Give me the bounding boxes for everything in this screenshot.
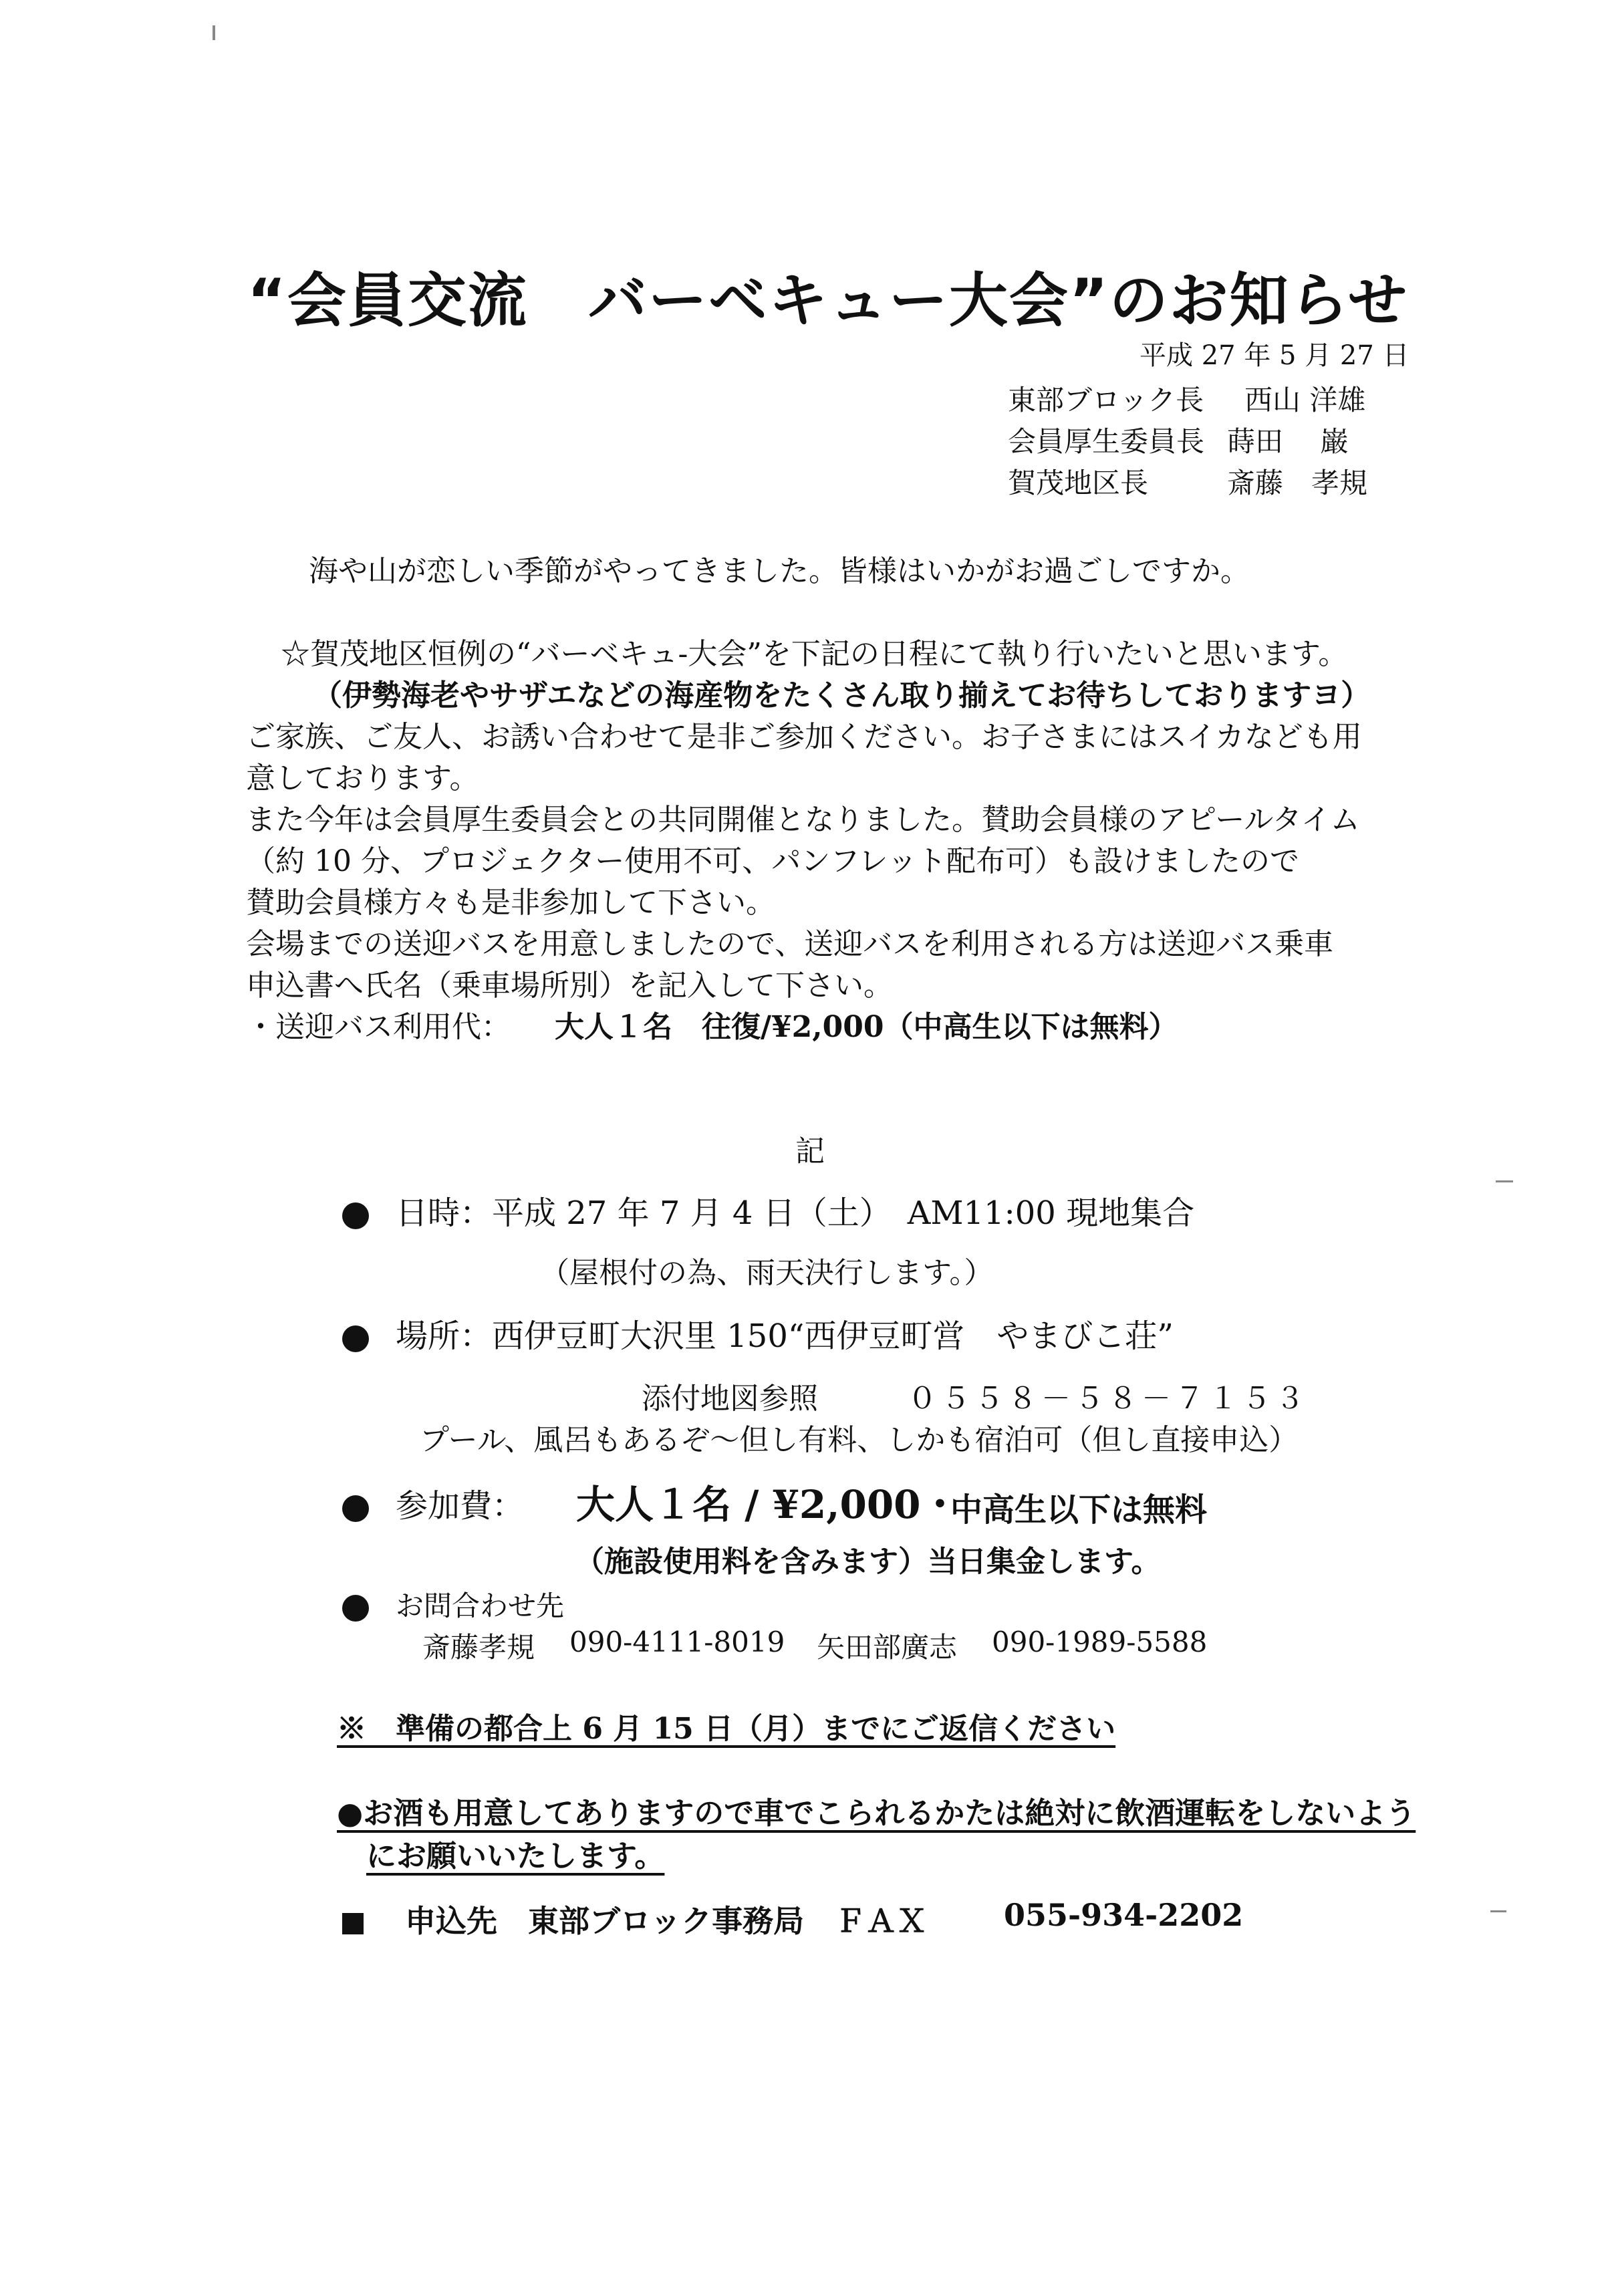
place-item [342, 1310, 1174, 1356]
paragraph-line: 会場までの送迎バスを用意しましたので、送迎バスを利用される方は送迎バス乗車 [246, 927, 1334, 961]
square-bullet-icon [342, 1913, 364, 1934]
place-text: 場所：西伊豆町大沢里 150“西伊豆町営 やまびこ荘” [396, 1317, 1174, 1355]
contact-label: お問合わせ先 [396, 1589, 565, 1622]
fee-kids: 中高生以下は無料 [950, 1491, 1208, 1529]
paragraph-line: また今年は会員厚生委員会との共同開催となりました。賛助会員様のアピールタイム [246, 803, 1360, 837]
sender-name: 西山 洋雄 [1244, 384, 1366, 416]
venue-phone: ０５５８－５８－７１５３ [908, 1382, 1309, 1416]
bus-fee-label: ・送迎バス利用代： [246, 1010, 511, 1044]
fee-note: （施設使用料を含みます）当日集金します。 [575, 1545, 1161, 1579]
paragraph-line: ☆賀茂地区恒例の“バーベキュ-大会”を下記の日程にて執り行いたいと思います。 [281, 637, 1348, 671]
greeting-text: 海や山が恋しい季節がやってきました。皆様はいかがお過ごしですか。 [309, 554, 1250, 588]
bullet-dot-icon [342, 1495, 369, 1522]
datetime-text: 日時：平成 27 年 7 月 4 日（土） AM11:00 現地集合 [396, 1194, 1195, 1232]
scan-speck [213, 25, 215, 40]
application-label: 申込先 東部ブロック事務局 ＦＡＸ [405, 1903, 928, 1939]
contact-phone: 090-4111-8019 [569, 1626, 785, 1658]
scan-speck [1496, 1180, 1513, 1182]
map-note: 添付地図参照 [642, 1382, 818, 1416]
paragraph-line: 賛助会員様方々も是非参加して下さい。 [246, 886, 775, 920]
scan-speck [1490, 1910, 1506, 1912]
page-title: “会員交流 バーベキュー大会”のお知らせ [247, 266, 1409, 335]
bullet-dot-icon [342, 1325, 369, 1352]
fax-number: 055-934-2202 [1004, 1897, 1244, 1933]
sender-role: 会員厚生委員長 [1008, 425, 1205, 458]
application-contact [342, 1897, 927, 1941]
pool-note: プール、風呂もあるぞ～但し有料、しかも宿泊可（但し直接申込） [420, 1423, 1299, 1457]
sender-name: 斎藤 孝規 [1227, 467, 1368, 499]
paragraph-line: （伊勢海老やサザエなどの海産物をたくさん取り揃えてお待ちしておりますヨ） [313, 678, 1371, 713]
contact-phone: 090-1989-5588 [992, 1626, 1208, 1658]
deadline-notice: ※ 準備の都合上 6 月 15 日（月）までにご返信ください [337, 1712, 1116, 1746]
bullet-dot-icon [342, 1595, 369, 1622]
bullet-dot-icon [342, 1202, 369, 1229]
paragraph-line: 意しております。 [246, 761, 479, 795]
drinking-warning-line: にお願いいたします。 [366, 1838, 665, 1874]
issue-date: 平成 27 年 5 月 27 日 [1139, 340, 1410, 371]
sender-name: 蒔田 巌 [1227, 425, 1349, 458]
fee-item [342, 1480, 524, 1526]
bus-fee-value: 大人１名 往復/¥2,000（中高生以下は無料） [555, 1010, 1178, 1044]
contact-item [342, 1584, 564, 1624]
sender-role: 賀茂地区長 [1008, 467, 1149, 499]
contact-name: 矢田部廣志 [817, 1631, 958, 1664]
rain-note: （屋根付の為、雨天決行します。） [540, 1256, 994, 1290]
contact-name: 斎藤孝規 [422, 1631, 535, 1664]
paragraph-line: 申込書へ氏名（乗車場所別）を記入して下さい。 [246, 969, 893, 1003]
paragraph-line: ご家族、ご友人、お誘い合わせて是非ご参加ください。お子さまにはスイカなども用 [246, 720, 1362, 754]
paragraph-line: （約 10 分、プロジェクター使用不可、パンフレット配布可）も設けましたので [246, 844, 1299, 878]
fee-label: 参加費： [396, 1487, 525, 1525]
fee-amount: 大人１名 / ¥2,000・ [576, 1482, 960, 1527]
sender-role: 東部ブロック長 [1008, 384, 1204, 416]
datetime-item [342, 1187, 1194, 1233]
ki-heading: 記 [795, 1134, 825, 1168]
drinking-warning-line: ●お酒も用意してありますので車でこられるかたは絶対に飲酒運転をしないよう [337, 1795, 1416, 1831]
